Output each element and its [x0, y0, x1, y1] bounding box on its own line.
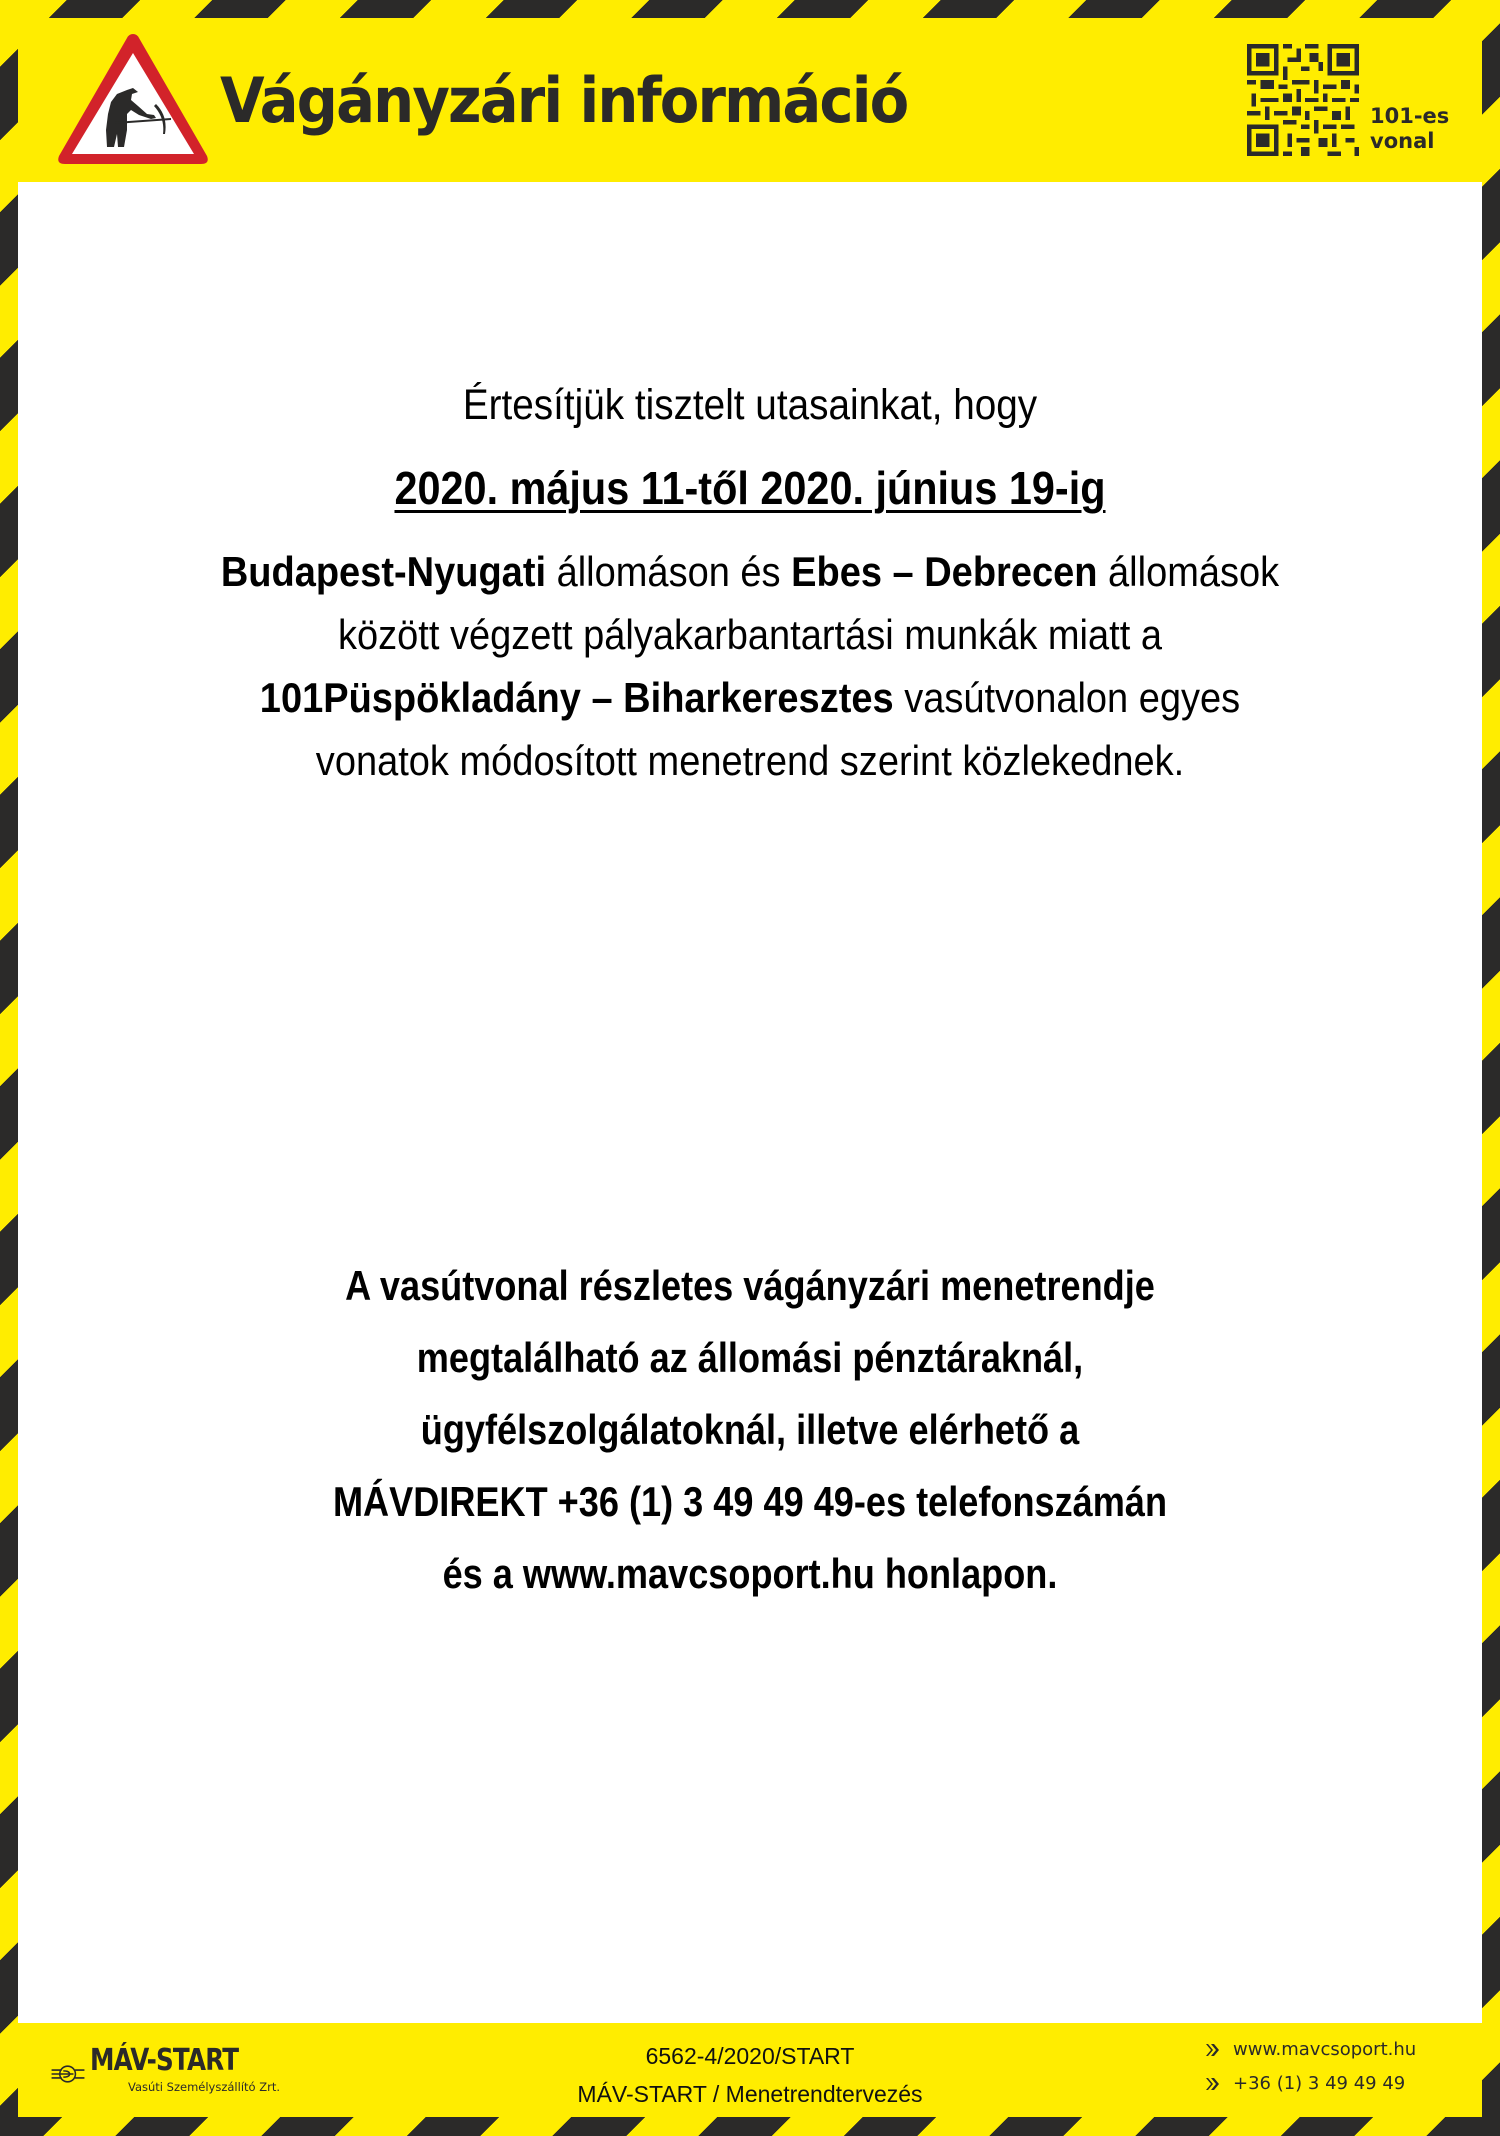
timetable-details — [120, 1250, 1379, 1610]
department-label: MÁV-START / Menetrendtervezés — [577, 2081, 923, 2107]
station-range: Ebes – Debrecen — [791, 548, 1098, 595]
website-link[interactable]: www.mavcsoport.hu — [1233, 2039, 1417, 2060]
paragraph-line-3 — [88, 666, 1413, 729]
double-chevron-right-icon — [1205, 2076, 1219, 2092]
contact-phone[interactable] — [1205, 2073, 1405, 2094]
railway-route: 101Püspökladány – Biharkeresztes — [259, 674, 894, 721]
document-reference: 6562-4/2020/START — [645, 2043, 855, 2069]
station-name: Budapest-Nyugati — [220, 548, 547, 595]
roadworks-warning-triangle-icon — [55, 30, 211, 168]
details-line-website: és a www.mavcsoport.hu honlapon. — [442, 1550, 1058, 1597]
double-chevron-right-icon — [1205, 2042, 1219, 2058]
page-title: Vágányzári információ — [220, 64, 908, 137]
details-line: A vasútvonal részletes vágányzári menetrendje — [345, 1262, 1155, 1309]
contact-website[interactable] — [1205, 2039, 1416, 2060]
paragraph-line-1 — [88, 540, 1413, 603]
paragraph-text: állomáson és — [546, 548, 792, 595]
logo-subtitle: Vasúti Személyszállító Zrt. — [128, 2080, 280, 2094]
paragraph-text: vasútvonalon egyes — [893, 674, 1241, 721]
notice-intro: Értesítjük tisztelt utasainkat, hogy — [462, 381, 1038, 429]
phone-number[interactable]: +36 (1) 3 49 49 49 — [1233, 2073, 1406, 2094]
notice-date-range: 2020. május 11-től 2020. június 19-ig — [394, 462, 1106, 514]
details-line: megtalálható az állomási pénztáraknál, — [416, 1334, 1084, 1381]
qr-code[interactable] — [1247, 44, 1359, 156]
logo-wordmark: MÁV-START — [90, 2043, 239, 2078]
notice-paragraph — [88, 540, 1413, 792]
details-line-phone: MÁVDIREKT +36 (1) 3 49 49 49-es telefonszámán — [332, 1478, 1168, 1525]
line-word: vonal — [1370, 129, 1435, 153]
paragraph-line-2: között végzett pályakarbantartási munkák miatt a — [338, 611, 1162, 658]
poster-content-area — [18, 18, 1482, 2117]
line-number: 101-es — [1370, 104, 1450, 128]
details-line: ügyfélszolgálatoknál, illetve elérhető a — [420, 1406, 1080, 1453]
paragraph-line-4: vonatok módosított menetrend szerint közlekednek. — [315, 737, 1185, 784]
line-number-label — [1370, 104, 1449, 154]
paragraph-text: állomások — [1097, 548, 1280, 595]
